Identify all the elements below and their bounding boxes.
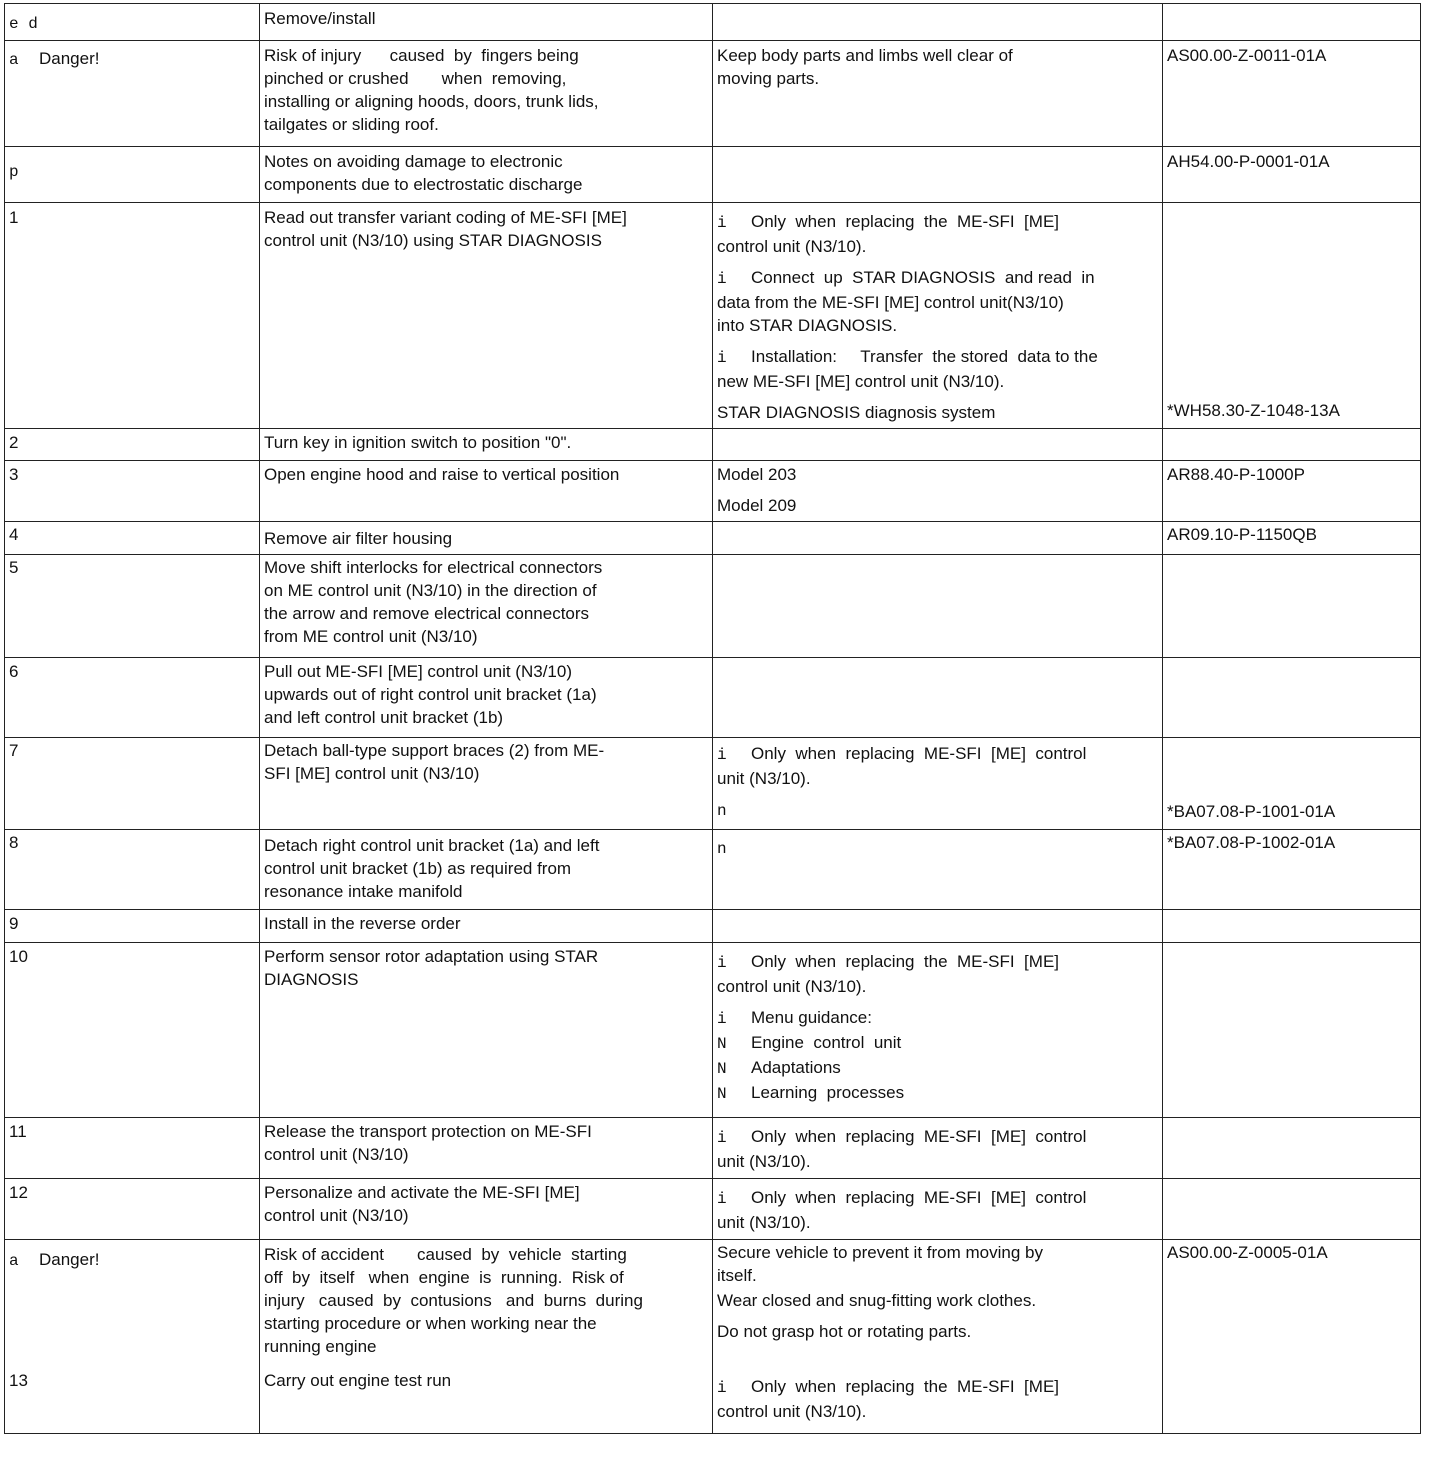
text-line: resonance intake manifold (264, 882, 463, 901)
note-cell (713, 41, 1163, 147)
reference-cell (1163, 461, 1421, 522)
table-row (5, 1118, 1421, 1179)
action-cell (260, 910, 713, 943)
text-line: Installation: Transfer the stored data to the (751, 347, 1098, 366)
table-row (5, 41, 1421, 147)
text-line: Install in the reverse order (264, 914, 461, 933)
text-line: Connect up STAR DIAGNOSIS and read in (751, 268, 1095, 287)
text-line: off by itself when engine is running. Risk of (264, 1268, 624, 1287)
text-line: control unit (N3/10). (717, 1402, 867, 1421)
text-line: Only when replacing ME-SFI [ME] control (751, 744, 1087, 763)
table-row (5, 1240, 1421, 1434)
action-cell (260, 658, 713, 738)
text-line: control unit bracket (1b) as required from (264, 859, 572, 878)
empty-cell (1163, 658, 1421, 738)
info-icon: i (717, 954, 727, 972)
step-number-text: 5 (9, 558, 19, 577)
reference-link[interactable]: AH54.00-P-0001-01A (1167, 152, 1330, 171)
step-number-text: 12 (9, 1183, 28, 1202)
reference-link[interactable]: *BA07.08-P-1001-01A (1167, 802, 1336, 821)
wrench-icon: n (717, 802, 727, 820)
table-row (5, 429, 1421, 461)
header-symbol-cell (5, 4, 260, 41)
step-number (5, 943, 260, 1118)
text-line: DIAGNOSIS (264, 970, 359, 989)
empty-cell (713, 522, 1163, 555)
menu-bullet-icon: N (717, 1060, 727, 1078)
action-cell (260, 461, 713, 522)
table-row (5, 555, 1421, 658)
action-cell (260, 1240, 713, 1434)
step-number (5, 429, 260, 461)
text-line: Carry out engine test run (264, 1371, 452, 1390)
reference-cell (1163, 203, 1421, 429)
action-cell (260, 429, 713, 461)
text-line: control unit (N3/10) (264, 1206, 409, 1225)
empty-cell (1163, 429, 1421, 461)
text-line: Notes on avoiding damage to electronic (264, 152, 563, 171)
table-row (5, 522, 1421, 555)
info-icon: i (717, 1129, 727, 1147)
text-line: Only when replacing the ME-SFI [ME] (751, 212, 1060, 231)
text-line: tailgates or sliding roof. (264, 115, 439, 134)
empty-cell (1163, 555, 1421, 658)
action-cell (260, 555, 713, 658)
step-number-text: 3 (9, 465, 19, 484)
reference-link[interactable]: AS00.00-Z-0011-01A (1167, 46, 1327, 65)
text-line: Release the transport protection on ME-SFI (264, 1122, 592, 1141)
step-number (5, 1118, 260, 1179)
info-icon: i (717, 270, 727, 288)
text-line: upwards out of right control unit bracket (1a) (264, 685, 597, 704)
step-number (5, 738, 260, 830)
action-cell (260, 203, 713, 429)
table-row (5, 203, 1421, 429)
text-line: data from the ME-SFI [ME] control unit(N3/10) (717, 293, 1064, 312)
action-cell (260, 738, 713, 830)
empty-cell (713, 4, 1163, 41)
action-cell (260, 943, 713, 1118)
text-line: and left control unit bracket (1b) (264, 708, 504, 727)
text-line: STAR DIAGNOSIS diagnosis system (717, 403, 996, 422)
text-line: Personalize and activate the ME-SFI [ME] (264, 1183, 580, 1202)
step-number-text: 7 (9, 741, 19, 760)
text-line: Move shift interlocks for electrical connectors (264, 558, 603, 577)
text-line: the arrow and remove electrical connectors (264, 604, 590, 623)
text-line: unit (N3/10). (717, 1152, 811, 1171)
step-number-text: 11 (9, 1122, 27, 1141)
reference-link[interactable]: AR88.40-P-1000P (1167, 465, 1305, 484)
info-icon: i (717, 1190, 727, 1208)
table-row (5, 4, 1421, 41)
text-line: Turn key in ignition switch to position "0". (264, 433, 572, 452)
header-title-cell (260, 4, 713, 41)
text-line: Pull out ME-SFI [ME] control unit (N3/10) (264, 662, 572, 681)
action-cell (260, 1118, 713, 1179)
info-icon: i (717, 349, 727, 367)
action-cell (260, 830, 713, 910)
text-line: on ME control unit (N3/10) in the direction of (264, 581, 597, 600)
text-line: SFI [ME] control unit (N3/10) (264, 764, 480, 783)
empty-cell (713, 555, 1163, 658)
empty-cell (1163, 943, 1421, 1118)
action-cell (260, 522, 713, 555)
note-cell (713, 1179, 1163, 1240)
text-line: itself. (717, 1266, 757, 1285)
text-line: Wear closed and snug-fitting work clothes. (717, 1291, 1037, 1310)
wrench-icon: n (717, 840, 727, 858)
info-icon: i (717, 1010, 727, 1028)
empty-cell (713, 429, 1163, 461)
text-line: Only when replacing ME-SFI [ME] control (751, 1127, 1087, 1146)
text-line: Risk of accident caused by vehicle starting (264, 1245, 627, 1264)
model-label: Model 203 (717, 465, 797, 484)
text-line: Open engine hood and raise to vertical position (264, 465, 620, 484)
note-cell (713, 830, 1163, 910)
step-number-text: 2 (9, 433, 19, 452)
note-cell (713, 203, 1163, 429)
note-cell (713, 738, 1163, 830)
step-number-text: 9 (9, 914, 19, 933)
menu-item: Adaptations (751, 1058, 841, 1077)
empty-cell (1163, 4, 1421, 41)
note-icon: p (9, 163, 19, 181)
step-number-text: 4 (9, 525, 19, 544)
table-row (5, 738, 1421, 830)
text-line: into STAR DIAGNOSIS. (717, 316, 898, 335)
reference-cell (1163, 830, 1421, 910)
text-line: pinched or crushed when removing, (264, 69, 567, 88)
step-number (5, 1179, 260, 1240)
reference-link[interactable]: *BA07.08-P-1002-01A (1167, 833, 1336, 852)
note-cell (713, 1240, 1163, 1434)
danger-icon: a (9, 51, 19, 69)
table-row (5, 147, 1421, 203)
empty-cell (1163, 910, 1421, 943)
text-line: control unit (N3/10). (717, 977, 867, 996)
reference-link[interactable]: AR09.10-P-1150QB (1167, 525, 1317, 544)
text-line: Remove air filter housing (264, 529, 453, 548)
empty-cell (713, 147, 1163, 203)
step-number-text: 8 (9, 833, 19, 852)
text-line: injury caused by contusions and burns during (264, 1291, 643, 1310)
info-icon: i (717, 746, 727, 764)
action-cell (260, 147, 713, 203)
step-cell (5, 41, 260, 147)
note-cell (713, 1118, 1163, 1179)
step-number-text: 10 (9, 947, 28, 966)
text-line: Only when replacing ME-SFI [ME] control (751, 1188, 1087, 1207)
menu-item: Learning processes (751, 1083, 905, 1102)
empty-cell (713, 910, 1163, 943)
reference-cell (1163, 1240, 1421, 1434)
step-number (5, 830, 260, 910)
text-line: control unit (N3/10) (264, 1145, 409, 1164)
header-title: Remove/install (264, 9, 376, 28)
text-line: Detach ball-type support braces (2) from ME- (264, 741, 605, 760)
table-row (5, 658, 1421, 738)
empty-cell (1163, 1179, 1421, 1240)
table-row (5, 830, 1421, 910)
note-cell (713, 943, 1163, 1118)
text-line: moving parts. (717, 69, 820, 88)
step-number-text: 1 (9, 208, 19, 227)
menu-item: Engine control unit (751, 1033, 902, 1052)
text-line: Do not grasp hot or rotating parts. (717, 1322, 972, 1341)
note-cell (713, 461, 1163, 522)
reference-cell (1163, 738, 1421, 830)
menu-bullet-icon: N (717, 1035, 727, 1053)
text-line: Detach right control unit bracket (1a) and left (264, 836, 600, 855)
text-line: unit (N3/10). (717, 1213, 811, 1232)
table-row (5, 943, 1421, 1118)
text-line: from ME control unit (N3/10) (264, 627, 478, 646)
step-number (5, 522, 260, 555)
text-line: Menu guidance: (751, 1008, 872, 1027)
text-line: Only when replacing the ME-SFI [ME] (751, 952, 1060, 971)
step-number-text: 6 (9, 662, 19, 681)
text-line: Read out transfer variant coding of ME-SFI [ME] (264, 208, 627, 227)
step-cell (5, 147, 260, 203)
menu-bullet-icon: N (717, 1085, 727, 1103)
text-line: Secure vehicle to prevent it from moving by (717, 1243, 1043, 1262)
text-line: running engine (264, 1337, 377, 1356)
table-row (5, 1179, 1421, 1240)
action-cell (260, 41, 713, 147)
procedure-table (4, 3, 1421, 1434)
step-number (5, 555, 260, 658)
text-line: Risk of injury caused by fingers being (264, 46, 579, 65)
danger-icon: a (9, 1252, 19, 1270)
step-number (5, 658, 260, 738)
model-label: Model 209 (717, 496, 797, 515)
step-number (5, 203, 260, 429)
text-line: starting procedure or when working near the (264, 1314, 597, 1333)
empty-cell (1163, 1118, 1421, 1179)
reference-cell (1163, 522, 1421, 555)
text-line: Perform sensor rotor adaptation using STAR (264, 947, 599, 966)
danger-label: Danger! (39, 49, 100, 68)
text-line: new ME-SFI [ME] control unit (N3/10). (717, 372, 1005, 391)
action-cell (260, 1179, 713, 1240)
reference-cell (1163, 147, 1421, 203)
step-cell (5, 1240, 260, 1434)
text-line: installing or aligning hoods, doors, trunk lids, (264, 92, 599, 111)
text-line: control unit (N3/10) using STAR DIAGNOSIS (264, 231, 602, 250)
reference-link[interactable]: *WH58.30-Z-1048-13A (1167, 401, 1340, 420)
info-icon: i (717, 214, 727, 232)
text-line: components due to electrostatic discharge (264, 175, 583, 194)
table-row (5, 461, 1421, 522)
step-number (5, 461, 260, 522)
step-number (5, 910, 260, 943)
step-number-text: 13 (9, 1371, 28, 1390)
reference-link[interactable]: AS00.00-Z-0005-01A (1167, 1243, 1328, 1262)
danger-label: Danger! (39, 1250, 100, 1269)
text-line: control unit (N3/10). (717, 237, 867, 256)
info-icon: i (717, 1379, 727, 1397)
header-symbol: e d (9, 15, 38, 33)
table-row (5, 910, 1421, 943)
empty-cell (713, 658, 1163, 738)
text-line: Keep body parts and limbs well clear of (717, 46, 1013, 65)
text-line: unit (N3/10). (717, 769, 811, 788)
reference-cell (1163, 41, 1421, 147)
text-line: Only when replacing the ME-SFI [ME] (751, 1377, 1060, 1396)
